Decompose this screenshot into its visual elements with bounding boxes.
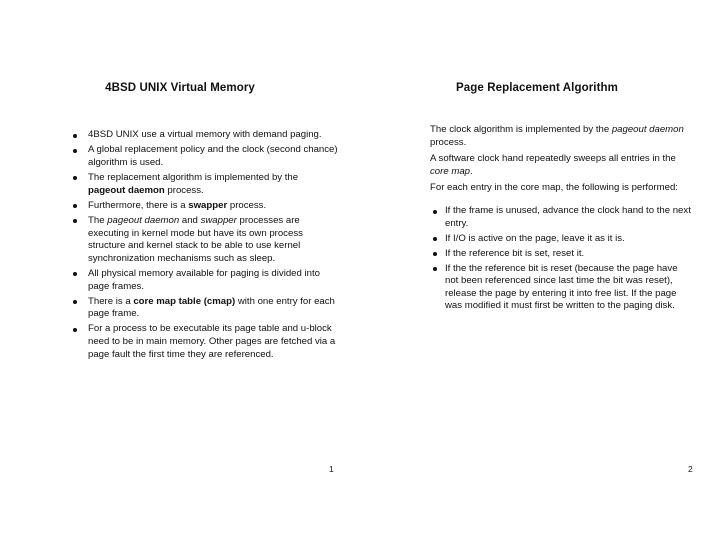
bullet-item <box>70 129 338 142</box>
text-run: The <box>88 214 108 226</box>
text-run: If the reference bit is set, reset it. <box>445 247 585 259</box>
bullet-text <box>88 296 335 320</box>
bullet-dot-icon <box>73 272 77 276</box>
paragraph-text <box>430 182 692 195</box>
bullet-item <box>70 268 338 293</box>
bullet-item <box>430 233 692 246</box>
bullet-text <box>88 215 303 264</box>
text-run: Furthermore, there is a <box>88 199 189 211</box>
bullet-text <box>88 200 266 211</box>
bullet-text <box>88 268 320 292</box>
bullet-text <box>88 144 338 168</box>
text-run: If the the reference bit is reset (because the page have not been referenced since last time the bit was reset), release the page by entering it into free list. If the page was modified it must first be written to the paging disk. <box>445 262 678 312</box>
bullet-dot-icon <box>433 252 437 256</box>
italic-text: core map <box>430 165 470 177</box>
bullet-dot-icon <box>73 176 77 180</box>
text-run: The replacement algorithm is implemented by the <box>88 171 299 183</box>
bullet-dot-icon <box>73 134 77 138</box>
bullet-dot-icon <box>433 237 437 241</box>
text-run: There is a <box>88 295 134 307</box>
bold-text: pageout daemon <box>88 184 165 196</box>
bullet-text <box>445 248 584 259</box>
bullet-text <box>88 323 335 359</box>
text-run: processes are executing in kernel mode but have its own process structure and kernel stack to be able to use kernel synchronization mechanisms such as sleep. <box>88 214 303 264</box>
text-run: All physical memory available for paging is divided into page frames. <box>88 267 320 292</box>
bullet-item <box>430 205 692 230</box>
bullet-item <box>70 215 338 265</box>
bullet-text <box>445 263 678 312</box>
paragraph-text <box>430 153 692 178</box>
bullet-item <box>70 172 338 197</box>
text-run: A global replacement policy and the clock (second chance) algorithm is used. <box>88 144 338 168</box>
bullet-dot-icon <box>73 204 77 208</box>
text-run: with one entry for each page frame. <box>88 295 335 320</box>
slide-1-bullet-list <box>70 129 338 364</box>
bullet-dot-icon <box>73 328 77 332</box>
text-run: A software clock hand repeatedly sweeps all entries in the <box>430 153 676 164</box>
bullet-item <box>430 248 692 261</box>
bullet-item <box>430 263 692 313</box>
bullet-dot-icon <box>73 300 77 304</box>
page-number: 1 <box>329 464 334 474</box>
bold-text: core map table (cmap) <box>133 295 236 307</box>
bullet-item <box>70 296 338 321</box>
bullet-dot-icon <box>433 210 437 214</box>
italic-text: swapper <box>200 214 237 226</box>
slide-2-bullet-list <box>430 205 692 315</box>
text-run: For a process to be executable its page table and u-block need to be in main memory. Other pages are fetched via a page fault the first time they are referenced. <box>88 323 336 360</box>
text-run: process. <box>430 136 467 148</box>
text-run: For each entry in the core map, the following is performed: <box>430 182 678 193</box>
text-run: If I/O is active on the page, leave it as it is. <box>445 232 625 244</box>
text-run: The clock algorithm is implemented by the <box>430 124 612 135</box>
bullet-item <box>70 200 338 213</box>
slide-2 <box>360 0 720 557</box>
text-run: If the frame is unused, advance the clock hand to the next entry. <box>445 205 691 229</box>
paragraph-text <box>430 124 692 149</box>
italic-text: pageout daemon <box>107 214 180 226</box>
bullet-text <box>445 205 691 229</box>
bullet-item <box>70 144 338 169</box>
bullet-text <box>445 233 625 244</box>
bullet-text <box>88 129 322 140</box>
bullet-item <box>70 323 338 361</box>
slide-1-title: 4BSD UNIX Virtual Memory <box>105 82 255 94</box>
text-run: 4BSD UNIX use a virtual memory with demand paging. <box>88 129 322 140</box>
bullet-text <box>88 172 298 196</box>
bullet-dot-icon <box>73 149 77 153</box>
text-run: process. <box>164 184 204 196</box>
text-run: . <box>470 165 473 177</box>
text-run: process. <box>227 199 267 211</box>
text-run: and <box>179 214 201 226</box>
italic-text: pageout daemon <box>611 124 684 135</box>
page-number: 2 <box>688 464 693 474</box>
bullet-dot-icon <box>433 267 437 271</box>
bold-text: swapper <box>188 199 228 211</box>
bullet-dot-icon <box>73 219 77 223</box>
slide-2-title: Page Replacement Algorithm <box>456 82 618 94</box>
